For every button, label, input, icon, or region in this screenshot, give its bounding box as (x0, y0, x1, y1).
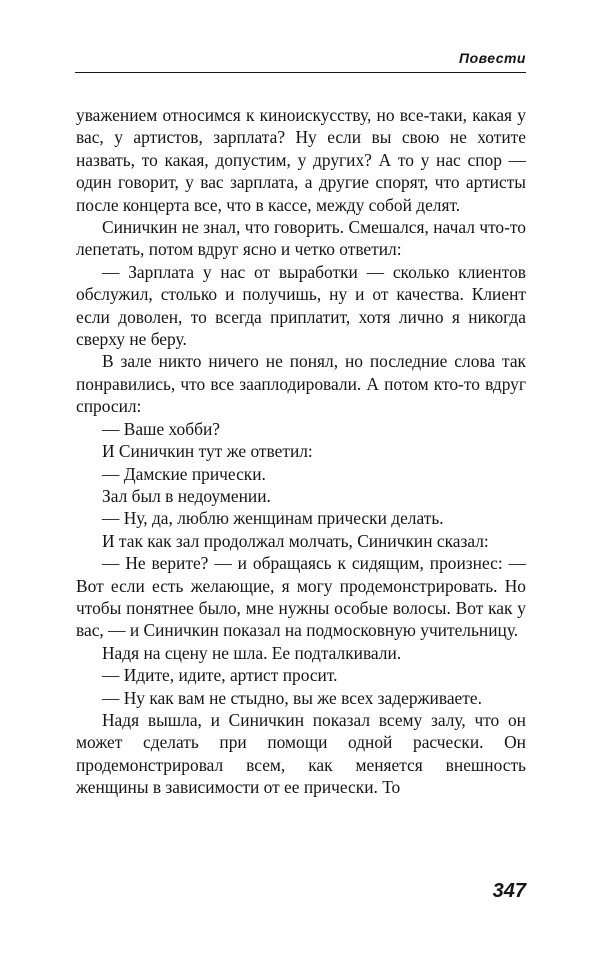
paragraph: — Ну как вам не стыдно, вы же всех задерживаете. (102, 687, 482, 708)
paragraph: В зале никто ничего не понял, но последние слова так понравились, что все зааплодировали. А потом кто-то вдруг спросил: (76, 351, 526, 417)
paragraph: — Идите, идите, артист просит. (102, 665, 338, 686)
paragraph: Синичкин не знал, что говорить. Смешался, начал что-то лепетать, потом вдруг ясно и четко ответил: (76, 217, 526, 260)
paragraph: Надя вышла, и Синичкин показал всему залу, что он может сделать при помощи одной расчески. Он продемонстрировал всем, как меняется внешность женщины в зависимости от ее прически. То (76, 709, 526, 798)
paragraph: И Синичкин тут же ответил: (102, 441, 313, 462)
paragraph: — Ну, да, люблю женщинам прически делать. (102, 508, 444, 529)
paragraph: — Зарплата у нас от выработки — сколько клиентов обслужил, столько и получишь, ну и от качества. Клиент если доволен, то всегда приплатит, хотя лично я никогда сверху не беру. (76, 261, 526, 350)
paragraph: — Дамские прически. (102, 463, 266, 484)
paragraph: — Ваше хобби? (102, 418, 220, 439)
paragraph: Зал был в недоумении. (102, 485, 271, 506)
paragraph: уважением относимся к киноискусству, но все-таки, какая у вас, у артистов, зарплата? Ну если вы свою не хотите назвать, то какая, допустим, у других? А то у нас спор — один говорит, у вас зарплата, а другие спорят, что артисты после концерта все, что в кассе, между собой делят. (76, 105, 526, 215)
paragraph: И так как зал продолжал молчать, Синичкин сказал: (102, 530, 489, 551)
paragraph: — Не верите? — и обращаясь к сидящим, произнес: — Вот если есть желающие, я могу продемонстрировать. Но чтобы понятнее было, мне нужны особые волосы. Вот как у вас, — и Синичкин показал на подмосковную учительницу. (76, 553, 526, 641)
running-head (75, 50, 526, 73)
paragraph: Надя на сцену не шла. Ее подталкивали. (102, 642, 402, 663)
book-text (76, 104, 526, 799)
page-number: 347 (492, 880, 526, 902)
section-title: Повести (459, 50, 526, 66)
